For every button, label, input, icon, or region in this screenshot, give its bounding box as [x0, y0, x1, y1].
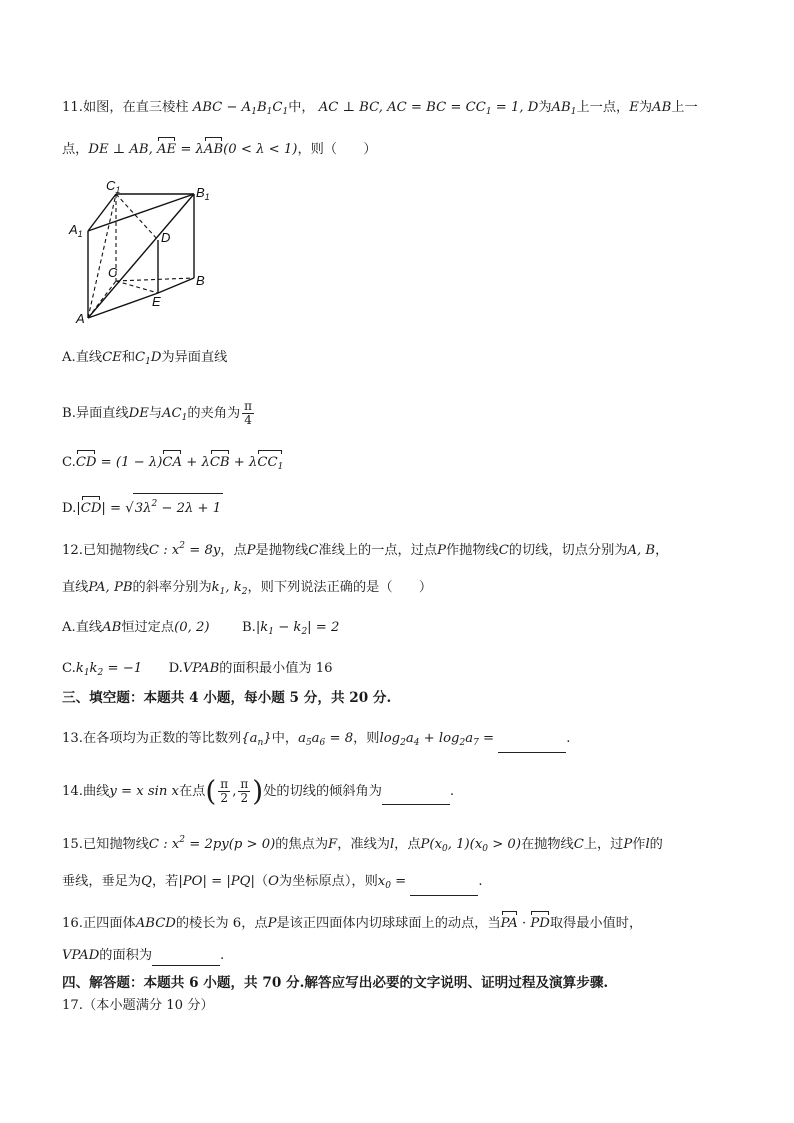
- math: AC ⊥ BC, AC = BC = $CC_1 = 1$, D: [318, 100, 539, 117]
- label-D: D: [161, 230, 171, 245]
- math: A, B: [627, 543, 656, 558]
- q15-text: （: [254, 874, 269, 889]
- math: Q: [141, 874, 152, 889]
- q16-text: 的面积为: [99, 948, 153, 963]
- q14-text: 在点: [178, 784, 206, 799]
- q13-text: 中，: [271, 731, 299, 746]
- q11-text: 与: [148, 406, 163, 421]
- fraction: $\frac{\pi}{2}$: [220, 777, 229, 805]
- math: C : $x^2 = 8y$: [148, 541, 221, 558]
- math: AB: [102, 620, 122, 635]
- q16-text: 的棱长为 6，点: [175, 916, 268, 931]
- q11-line2: [62, 140, 377, 160]
- q11-option-a: [62, 348, 227, 372]
- q15-text: 的焦点为: [275, 837, 329, 852]
- q11-intro: 11.如图，在直三棱柱: [62, 100, 189, 115]
- q13-text: ，则: [353, 731, 380, 746]
- q11-text: C.: [62, 455, 76, 470]
- answer-blank: [410, 883, 478, 896]
- q15-text: ，点: [394, 837, 421, 852]
- math: $k_1$, $k_2$: [211, 580, 248, 597]
- math: P: [267, 916, 277, 931]
- q12-text: 的切线，切点分别为: [508, 543, 628, 558]
- math: ABC − $A_1B_1C_1$: [192, 100, 289, 117]
- q12-text: 是抛物线: [255, 543, 309, 558]
- math: C: [308, 543, 319, 558]
- q15-line1: [62, 830, 663, 859]
- math: |PO| = |PQ|: [178, 874, 255, 889]
- math: $AB_1$: [551, 100, 577, 117]
- q11-option-b: [62, 400, 256, 428]
- q12-text: 直线: [62, 580, 89, 595]
- math: $\{a_n\}$: [241, 731, 272, 748]
- q12-options-ab: [62, 618, 339, 642]
- q11-text: 和: [121, 350, 135, 365]
- math: (0, 2): [174, 620, 210, 635]
- q12-text: 作抛物线: [445, 543, 499, 558]
- math: C: [573, 837, 584, 852]
- q11-text: 的夹角为: [187, 406, 241, 421]
- q16-text: 16.正四面体: [62, 916, 136, 931]
- q12-line1: 12.已知抛物线C : $x^2 = 8y$，点P是抛物线C准线上的一点，过点P作抛物线C的切线，切点分别为A, B，: [62, 541, 669, 558]
- math: P: [623, 837, 633, 852]
- q15-text: 的: [649, 837, 663, 852]
- q15-text: 垂线，垂足为: [62, 874, 142, 889]
- math: P: [246, 543, 256, 558]
- q11-line1: [62, 98, 698, 122]
- q16-text: 是该正四面体内切球球面上的动点，当: [276, 916, 501, 931]
- q11-text: ，则（ ）: [297, 142, 377, 157]
- q13: [62, 729, 570, 753]
- math: CE: [102, 350, 122, 365]
- math: $|CD| = √3\lambda^2 - 2\lambda + 1$: [76, 501, 223, 516]
- q11-text: 点，: [62, 142, 89, 157]
- label-A1: $A_1$: [69, 222, 83, 239]
- math: AB: [652, 100, 672, 115]
- q14-text: 14.曲线: [62, 784, 110, 799]
- math: $|k_1 - k_2| = 2$: [255, 620, 340, 637]
- q12-text: ，点: [220, 543, 247, 558]
- q12-line2: [62, 578, 432, 602]
- q13-text: .: [566, 731, 571, 746]
- q15-line2: [62, 872, 483, 896]
- label-C: C: [108, 265, 118, 280]
- q12-text: C.: [62, 661, 76, 676]
- q16-line1: [62, 914, 642, 934]
- answer-blank: [152, 953, 220, 966]
- math: $\log_2a_4 + \log_2a_7$ =: [379, 731, 499, 748]
- math: F: [328, 837, 338, 852]
- answer-blank: [382, 792, 450, 805]
- q12-text: 恒过定点: [121, 620, 175, 635]
- math: l: [389, 837, 395, 852]
- q11-text: B.异面直线: [62, 406, 129, 421]
- math: $AC_1$: [162, 406, 188, 423]
- q12-options-cd: [62, 659, 333, 683]
- label-B1: $B_1$: [196, 185, 210, 202]
- math: VPAD: [62, 948, 100, 963]
- math: O: [268, 874, 279, 889]
- math: $C_1D$: [135, 350, 162, 367]
- fraction: $\frac{\pi}{2}$: [240, 777, 249, 805]
- q15-text: .: [478, 874, 483, 889]
- q11-text: D.: [62, 501, 77, 516]
- q12-text: ，则下列说法正确的是（ ）: [247, 580, 433, 595]
- q14-text: 处的切线的倾斜角为: [263, 784, 382, 799]
- q12-text: 12.已知抛物线: [62, 543, 149, 558]
- q11-text: 中，: [288, 100, 315, 115]
- math: $a_5a_6 = 8$: [298, 731, 354, 748]
- math: E: [629, 100, 639, 115]
- q15-text: 在抛物线: [520, 837, 574, 852]
- math: P: [437, 543, 446, 558]
- math: C : $x^2 = 2py(p > 0)$: [148, 835, 276, 852]
- fraction: $\frac{\pi}{4}$: [244, 399, 253, 427]
- math: PA, PB: [88, 580, 133, 595]
- math: $P(x_0$, $1)(x_0 > 0)$: [420, 837, 521, 854]
- q11-option-d: [62, 493, 223, 519]
- q16-text: .: [220, 948, 225, 963]
- q15-text: 为坐标原点），则: [278, 874, 378, 889]
- label-A: A: [76, 311, 85, 323]
- q15-text: 作: [632, 837, 646, 852]
- q14: 14.曲线y = x sin x在点( $\frac{\pi}{2}$ , $\frac{\pi}{2}$ )处的切线的倾斜角为 .: [62, 774, 455, 808]
- q12-text: 的斜率分别为: [132, 580, 212, 595]
- q16-text: 取得最小值时，: [549, 916, 643, 931]
- q11-text: 上一点，: [576, 100, 630, 115]
- q11-option-c: [62, 453, 283, 477]
- section-3-heading: 三、填空题：本题共 4 小题，每小题 5 分，共 20 分.: [62, 690, 392, 706]
- math: l: [645, 837, 650, 852]
- q11-text: 上一: [671, 100, 698, 115]
- q15-text: ，若: [151, 874, 179, 889]
- q12-text: 准线上的一点，过点: [318, 543, 438, 558]
- section-4-heading: 四、解答题：本题共 6 小题，共 70 分.解答应写出必要的文字说明、证明过程及演算步骤.: [62, 975, 609, 991]
- q17-heading: 17.（本小题满分 10 分）: [62, 998, 214, 1013]
- label-E: E: [152, 294, 161, 309]
- label-C1: $C_1$: [106, 178, 121, 195]
- math: $k_1k_2 = -1$: [75, 661, 143, 678]
- label-B: B: [196, 273, 205, 288]
- q11-text: 为: [638, 100, 653, 115]
- q14-text: .: [449, 784, 455, 799]
- math: $x_0$ =: [377, 874, 411, 891]
- answer-blank: [498, 740, 566, 753]
- math: ABCD: [135, 916, 176, 931]
- q12-text: A.直线: [62, 620, 103, 635]
- q16-line2: [62, 946, 224, 966]
- math: CD = (1 − λ)CA + λCB + λCC$_1$: [76, 455, 284, 470]
- q13-text: 13.在各项均为正数的等比数列: [62, 731, 242, 746]
- prism-figure: [68, 178, 218, 323]
- math: y = x sin x: [109, 784, 179, 799]
- q15-text: 上，过: [583, 837, 624, 852]
- math: PA · PD: [501, 916, 550, 931]
- q12-text: B.: [241, 620, 256, 635]
- q15-text: ，准线为: [337, 837, 390, 852]
- math: DE ⊥ AB, AE = λAB(0 < λ < 1): [88, 142, 297, 157]
- math: C: [498, 543, 509, 558]
- q11-text: 为: [538, 100, 552, 115]
- q15-text: 15.已知抛物线: [62, 837, 149, 852]
- q12-text: 的面积最小值为 16: [219, 661, 333, 676]
- math: DE: [128, 406, 149, 421]
- math: VPAB: [182, 661, 220, 676]
- q12-text: D.: [168, 661, 183, 676]
- q11-text: 为异面直线: [161, 350, 228, 365]
- q11-text: A.直线: [62, 350, 103, 365]
